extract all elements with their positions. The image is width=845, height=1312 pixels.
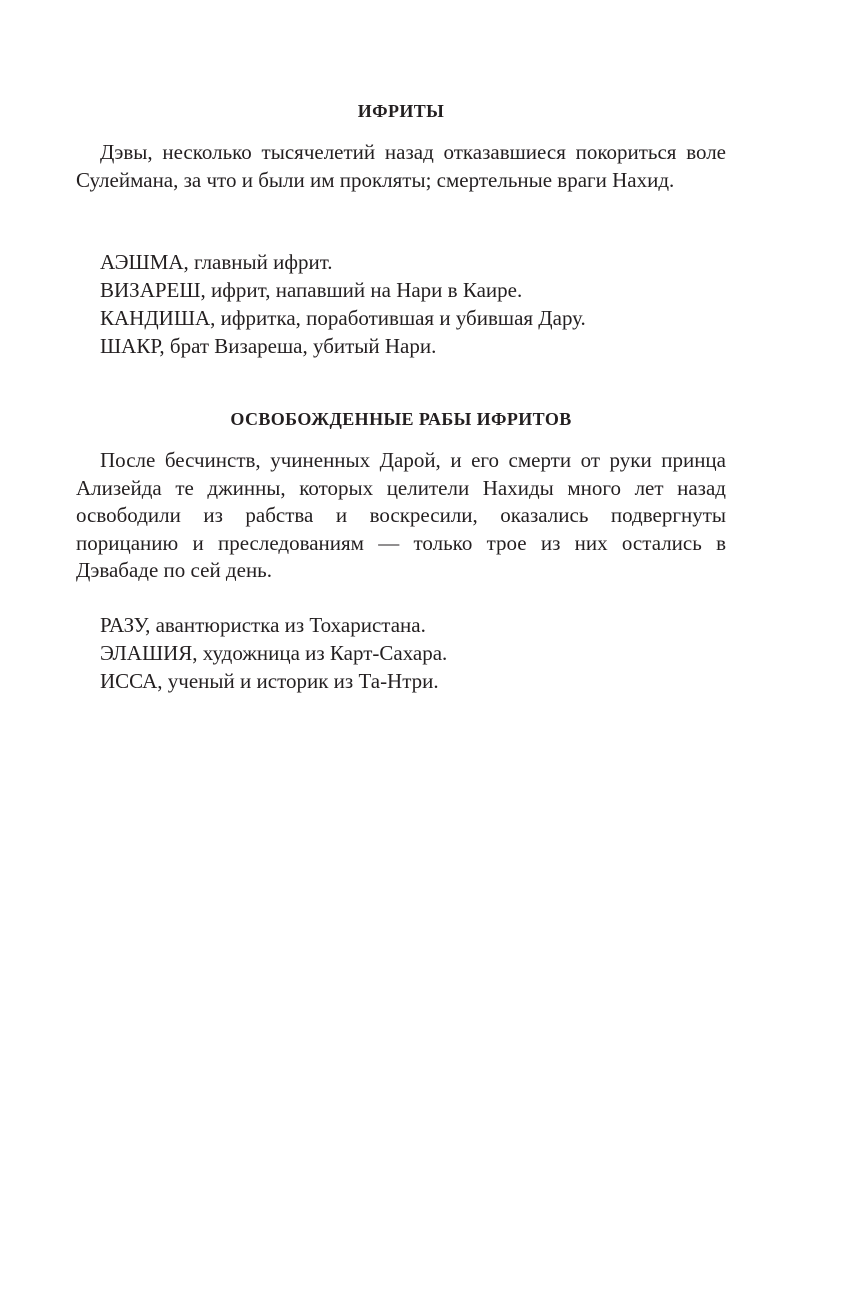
entry-list-ifrits bbox=[100, 248, 726, 360]
list-item: ШАКР, брат Визареша, убитый Нари. bbox=[100, 334, 437, 358]
section-heading-freed-slaves: ОСВОБОЖДЕННЫЕ РАБЫ ИФРИТОВ bbox=[230, 409, 572, 429]
list-item: АЭШМА, главный ифрит. bbox=[100, 250, 333, 274]
section-paragraph-freed-slaves: После бесчинств, учиненных Дарой, и его смерти от руки принца Ализейда те джинны, которых целители Нахиды много лет назад освободили из рабства и воскресили, оказались подвергнуты порицанию и преследованиям — только трое из них остались в Дэвабаде по сей день. bbox=[76, 448, 726, 582]
section-paragraph-ifrits: Дэвы, несколько тысячелетий назад отказавшиеся покориться воле Сулеймана, за что и были им прокляты; смертельные враги Нахид. bbox=[76, 140, 726, 192]
entry-list-freed-slaves bbox=[100, 611, 726, 695]
list-item: ВИЗАРЕШ, ифрит, напавший на Нари в Каире. bbox=[100, 278, 523, 302]
list-item: КАНДИША, ифритка, поработившая и убившая Дару. bbox=[100, 306, 586, 330]
list-item: ЭЛАШИЯ, художница из Карт-Сахара. bbox=[100, 641, 448, 665]
list-item: РАЗУ, авантюристка из Тохаристана. bbox=[100, 613, 426, 637]
section-heading-ifrits: ИФРИТЫ bbox=[357, 101, 445, 121]
list-item: ИССА, ученый и историк из Та-Нтри. bbox=[100, 669, 439, 693]
